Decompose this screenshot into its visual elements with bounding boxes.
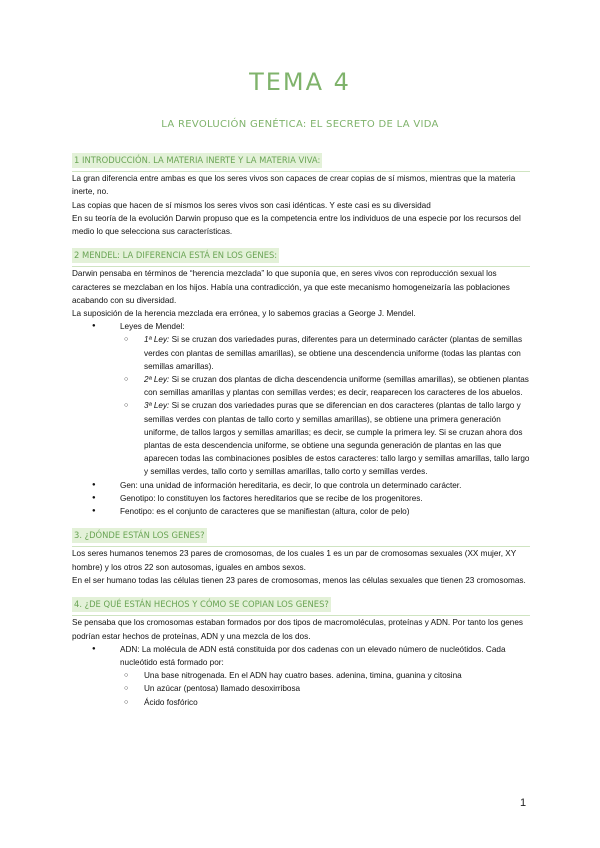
section-3-heading-wrap	[72, 528, 530, 547]
section-1-heading: 1 INTRODUCCIÓN. LA MATERIA INERTE Y LA MATERIA VIVA:	[72, 153, 322, 168]
paragraph: La suposición de la herencia mezclada era errónea, y lo sabemos gracias a George J. Mendel.	[72, 309, 416, 319]
section-2-heading: 2 MENDEL: LA DIFERENCIA ESTÁ EN LOS GENES:	[72, 248, 279, 263]
list-item: ● ADN: La molécula de ADN está constituida por dos cadenas con un elevado número de nucleótidos. Cada nucleótido está formado por:	[72, 643, 530, 669]
document-title: TEMA 4	[249, 68, 351, 96]
section-4-heading: 4. ¿DE QUÉ ESTÁN HECHOS Y CÓMO SE COPIAN LOS GENES?	[72, 597, 331, 612]
page-number: 1	[520, 797, 527, 809]
paragraph: Las copias que hacen de sí mismos los seres vivos son casi idénticas. Y este casi es su diversidad	[72, 200, 431, 210]
document-subtitle: LA REVOLUCIÓN GENÉTICA: EL SECRETO DE LA VIDA	[161, 119, 439, 130]
law-label: 1ª Ley:	[144, 335, 170, 345]
paragraph: En su teoría de la evolución Darwin propuso que es la competencia entre los individuos de una especie por los recursos del medio lo que selecciona sus características.	[72, 213, 521, 237]
law-label: 3ª Ley:	[144, 401, 170, 411]
paragraph: Se pensaba que los cromosomas estaban formados por dos tipos de macromoléculas, proteínas y ADN. Por tanto los genes podrían estar hechos de proteínas, ADN y una mezcla de los dos.	[72, 618, 524, 641]
bullet-list	[72, 643, 530, 709]
law-label: 2ª Ley:	[144, 375, 170, 385]
document-body	[72, 153, 530, 709]
list-item: ● Genotipo: lo constituyen los factores hereditarios que se recibe de los progenitores.	[72, 492, 530, 505]
section-4-heading-wrap	[72, 597, 530, 616]
paragraph: Los seres humanos tenemos 23 pares de cromosomas, de los cuales 1 es un par de cromosomas sexuales (XX mujer, XY hombre) y los otros 22 son autosomas, iguales en ambos sexos.	[72, 549, 517, 572]
list-item: ● Gen: una unidad de información hereditaria, es decir, lo que controla un determinado carácter.	[72, 479, 530, 492]
list-item: ● Leyes de Mendel:	[72, 320, 530, 333]
law-text: Si se cruzan dos plantas de dicha descendencia uniforme (semillas amarillas), se obtienen plantas con semillas amarillas y plantas con semillas verdes; es decir, reaparecen los caracteres de los abuelos.	[144, 375, 529, 398]
section-2-heading-wrap	[72, 248, 530, 267]
law-text: Si se cruzan dos variedades puras, diferentes para un determinado carácter (plantas de semillas verdes con plantas de semillas amarillas), se obtiene una descendencia uniforme (todas las plantas con semillas amarillas).	[144, 335, 523, 371]
bullet-list	[72, 320, 530, 518]
section-1-heading-wrap	[72, 153, 530, 172]
sub-list-item: ○ Una base nitrogenada. En el ADN hay cuatro bases. adenina, timina, guanina y citosina	[72, 669, 530, 682]
sub-list-item	[72, 333, 530, 373]
paragraph: Darwin pensaba en términos de “herencia mezclada” lo que suponía que, en seres vivos con reproducción sexual los caracteres se mezclaban en los hijos. Había una contradicción, ya que este mecanismo homogeneizaría las poblaciones acabando con su diversidad.	[72, 269, 510, 305]
sub-list-item	[72, 373, 530, 399]
sub-list-item: ○ Un azúcar (pentosa) llamado desoxirribosa	[72, 682, 530, 695]
list-item: ● Fenotipo: es el conjunto de caracteres que se manifiestan (altura, color de pelo)	[72, 505, 530, 518]
sub-list-item	[72, 399, 530, 478]
section-3-heading: 3. ¿DÓNDE ESTÁN LOS GENES?	[72, 528, 207, 543]
paragraph: La gran diferencia entre ambas es que los seres vivos son capaces de crear copias de sí mismos, mientras que la materia inerte, no.	[72, 174, 516, 197]
paragraph: En el ser humano todas las células tienen 23 pares de cromosomas, menos las células sexuales que tienen 23 cromosomas.	[72, 575, 526, 585]
sub-list-item: ○ Ácido fosfórico	[72, 696, 530, 709]
law-text: Si se cruzan dos variedades puras que se diferencian en dos caracteres (plantas de tallo largo y semillas verdes con plantas de tallo corto y semillas amarillas), se obtiene una primera generación uniforme, de tallos largos y semillas amarillas; es decir, se cumple la primera ley. Si se cruzan ahora dos plantas de esta descendencia uniforme, se obtiene una segunda generación de plantas en las que aparecen todas las combinaciones posibles de estos caracteres: tallo largo y semillas amarillas, tallo largo y semillas verdes, tallo corto y semillas amarillas, tallo corto y semillas verdes.	[144, 401, 530, 477]
